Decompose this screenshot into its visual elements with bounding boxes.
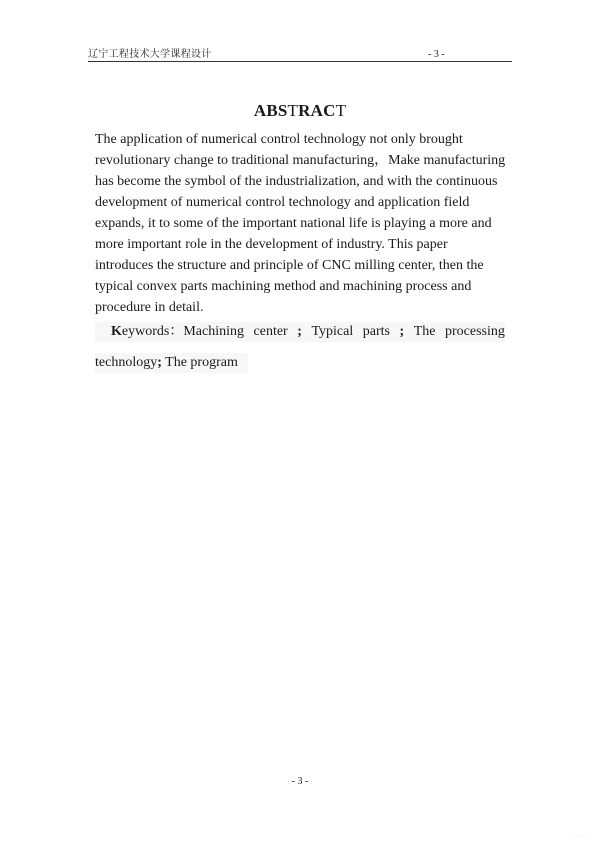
- keyword-word: The program: [165, 355, 238, 370]
- keyword-word: Typical: [311, 324, 354, 339]
- keywords-section: [95, 322, 505, 373]
- header-page-number: - 3 -: [428, 49, 445, 60]
- abstract-line: introduces the structure and principle of CNC milling center, then the: [95, 258, 484, 273]
- keyword-separator: ;: [157, 355, 162, 370]
- abstract-line: procedure in detail.: [95, 300, 204, 315]
- keyword-word: technology: [95, 355, 158, 370]
- abstract-line: has become the symbol of the industrialization, and with the continuous: [95, 174, 498, 189]
- abstract-line: revolutionary change to traditional manufacturing，Make manufacturing: [95, 153, 506, 168]
- footer-page-number: - 3 -: [291, 776, 309, 787]
- header-school-name: 辽宁工程技术大学课程设计: [88, 49, 212, 60]
- corner-mark: · ·· ·: [569, 834, 592, 840]
- keyword-separator: ;: [399, 324, 405, 339]
- abstract-title: [0, 101, 600, 121]
- title-part-2: T: [287, 101, 299, 120]
- keywords-label-k: K: [111, 324, 122, 339]
- title-part-1: ABS: [253, 101, 288, 120]
- keywords-colon: ：: [169, 324, 184, 339]
- abstract-line: typical convex parts machining method and machining process and: [95, 279, 472, 294]
- keyword-word: Machining: [183, 324, 244, 339]
- title-part-3: RA: [298, 101, 324, 120]
- abstract-line: The application of numerical control technology not only brought: [95, 132, 463, 147]
- keyword-separator: ;: [297, 324, 302, 339]
- header-rule: [88, 61, 512, 62]
- page-header: [88, 48, 512, 62]
- abstract-line: more important role in the development of industry. This paper: [95, 237, 448, 252]
- keywords-line-2: [95, 353, 248, 373]
- keywords-label-rest: eywords: [121, 324, 170, 339]
- abstract-body: [95, 129, 511, 318]
- title-part-4: C: [323, 101, 336, 120]
- title-part-5: T: [335, 101, 347, 120]
- keyword-word: processing: [445, 324, 505, 339]
- keyword-word: center: [253, 324, 288, 339]
- keywords-label: [111, 322, 244, 342]
- abstract-line: development of numerical control technology and application field: [95, 195, 470, 210]
- abstract-line: expands, it to some of the important national life is playing a more and: [95, 216, 492, 231]
- keyword-word: parts: [362, 324, 390, 339]
- keyword-word: The: [413, 324, 436, 339]
- keywords-line-1: [95, 322, 505, 342]
